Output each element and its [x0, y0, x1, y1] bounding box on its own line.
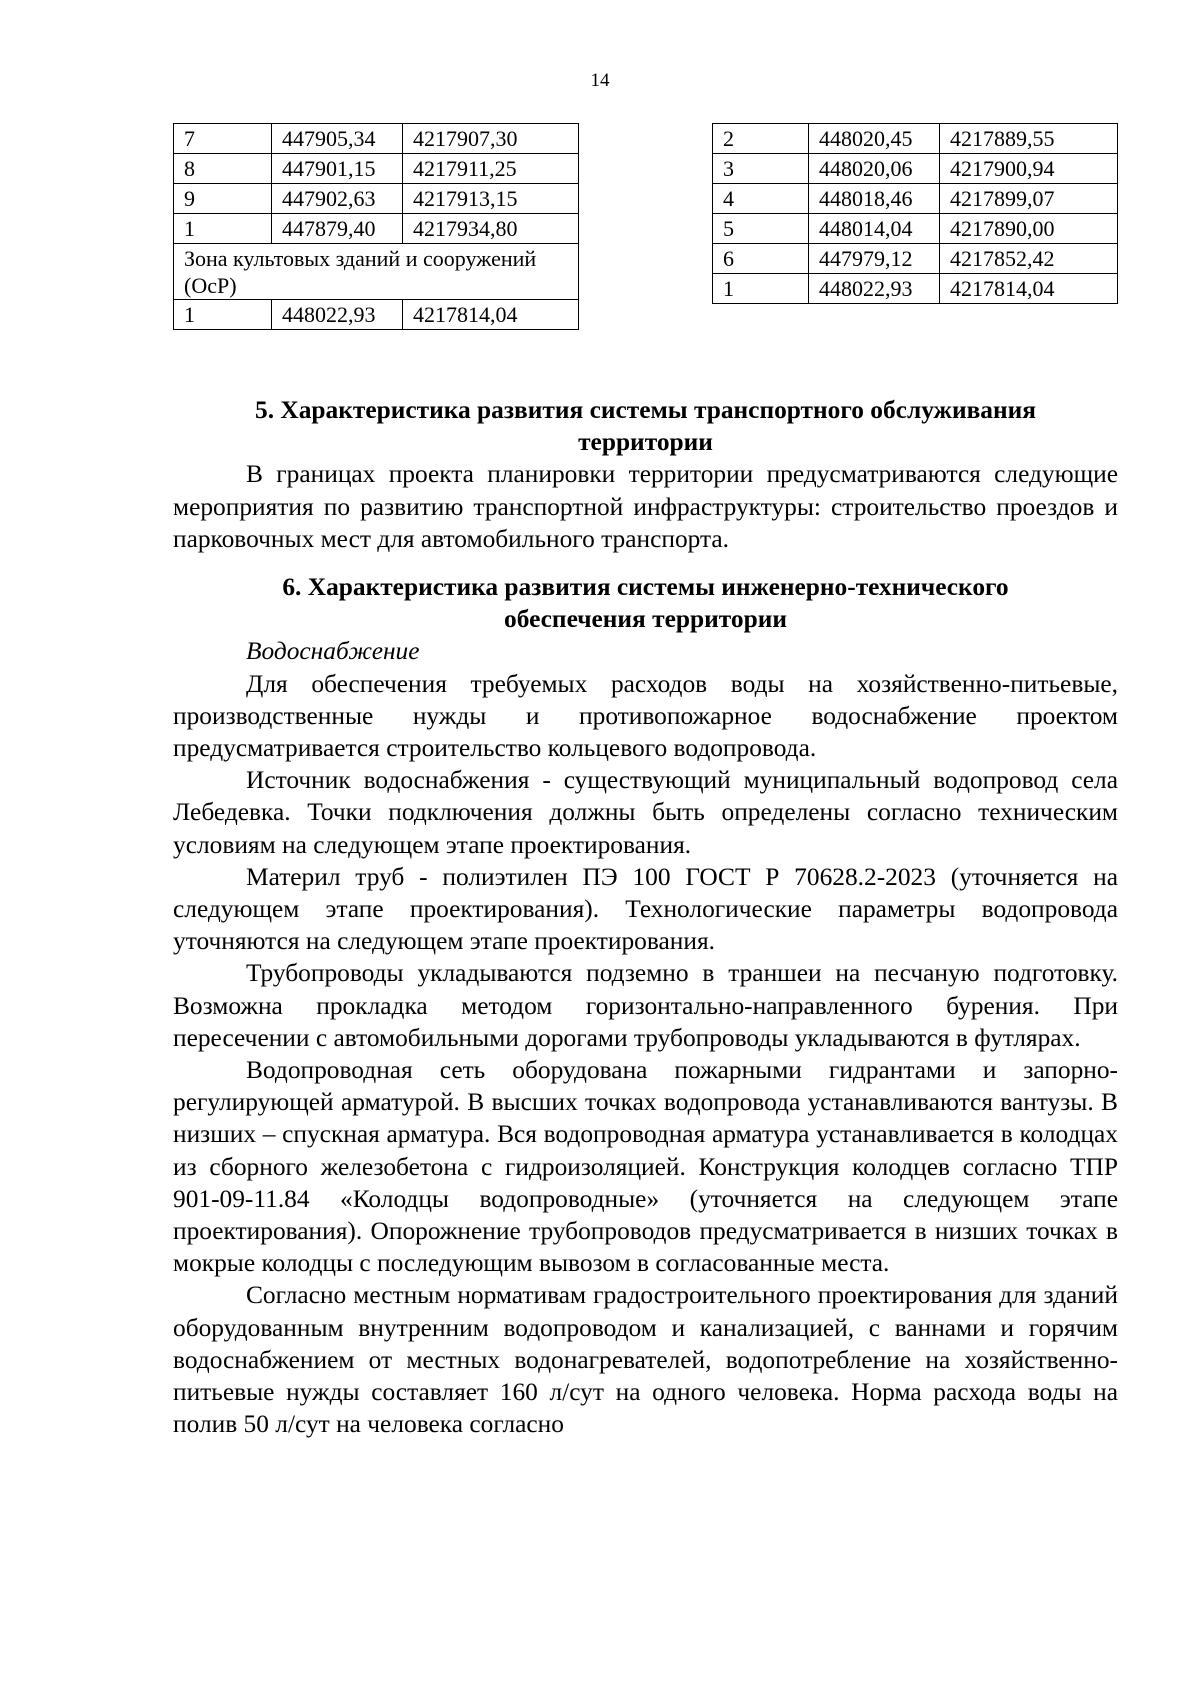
table-row: [713, 184, 1118, 214]
coord-y: 4217814,04: [403, 300, 579, 330]
coord-y: 4217907,30: [403, 124, 579, 154]
table-row: [174, 214, 579, 244]
point-number: 1: [174, 300, 272, 330]
coord-x: 447901,15: [272, 154, 403, 184]
section-6-heading: [173, 571, 1118, 635]
section-6-paragraph: Материл труб - полиэтилен ПЭ 100 ГОСТ Р 70628.2-2023 (уточняется на следующем этапе проектирования). Технологические параметры водопровода уточняются на следующем этапе проектирования.: [173, 862, 1118, 956]
coord-y: 4217814,04: [940, 274, 1118, 304]
coord-x: 448020,45: [809, 124, 940, 154]
table-row: [713, 154, 1118, 184]
coord-y: 4217890,00: [940, 214, 1118, 244]
point-number: 3: [713, 154, 809, 184]
point-number: 9: [174, 184, 272, 214]
zone-label-row: [174, 244, 579, 300]
coord-x: 448018,46: [809, 184, 940, 214]
coord-x: 447979,12: [809, 244, 940, 274]
section-5-heading-line1: 5. Характеристика развития системы транспортного обслуживания: [255, 396, 1036, 424]
section-5-paragraph: В границах проекта планировки территории предусматриваются следующие мероприятия по развитию транспортной инфраструктуры: строительство проездов и парковочных мест для автомобильного транспорта.: [173, 460, 1118, 553]
coord-x: 448020,06: [809, 154, 940, 184]
section-6-paragraph: Трубопроводы укладываются подземно в траншеи на песчаную подготовку. Возможна прокладка методом горизонтально-направленного бурения. При пересечении с автомобильными дорогами трубопроводы укладываются в футлярах.: [173, 959, 1118, 1052]
point-number: 1: [174, 214, 272, 244]
coord-x: 448014,04: [809, 214, 940, 244]
point-number: 7: [174, 124, 272, 154]
document-body: [173, 394, 1118, 1441]
point-number: 5: [713, 214, 809, 244]
section-5-heading-line2: территории: [578, 428, 713, 457]
point-number: 8: [174, 154, 272, 184]
coord-x: 447905,34: [272, 124, 403, 154]
coord-x: 448022,93: [272, 300, 403, 330]
coord-y: 4217900,94: [940, 154, 1118, 184]
section-6-paragraph: Согласно местным нормативам градостроительного проектирования для зданий оборудованным внутренним водопроводом и канализацией, с ваннами и горячим водоснабжением от местных водонагревателей, водопотребление на хозяйственно-питьевые нужды составляет 160 л/сут на одного человека. Норма расхода воды на полив 50 л/сут на человека согласно: [173, 1281, 1118, 1439]
point-number: 6: [713, 244, 809, 274]
coord-x: 447902,63: [272, 184, 403, 214]
water-supply-subheading: Водоснабжение: [246, 637, 420, 666]
point-number: 2: [713, 124, 809, 154]
point-number: 4: [713, 184, 809, 214]
coord-x: 447879,40: [272, 214, 403, 244]
coord-y: 4217934,80: [403, 214, 579, 244]
coord-y: 4217913,15: [403, 184, 579, 214]
coordinates-table-right: [712, 123, 1118, 304]
coord-y: 4217899,07: [940, 184, 1118, 214]
coord-y: 4217911,25: [403, 154, 579, 184]
coord-y: 4217852,42: [940, 244, 1118, 274]
coordinates-table-left: [173, 123, 579, 330]
table-row: [174, 154, 579, 184]
table-row: [713, 124, 1118, 154]
table-row: [174, 124, 579, 154]
section-6-paragraph: Водопроводная сеть оборудована пожарными гидрантами и запорно-регулирующей арматурой. В высших точках водопровода устанавливаются вантузы. В низших – спускная арматура. Вся водопроводная арматура устанавливается в колодцах из сборного железобетона с гидроизоляцией. Конструкция колодцев согласно ТПР 901-09-11.84 «Колодцы водопроводные» (уточняется на следующем этапе проектирования). Опорожнение трубопроводов предусматривается в низших точках в мокрые колодцы с последующим вывозом в согласованные места.: [173, 1056, 1118, 1278]
table-row: [174, 300, 579, 330]
section-6-paragraph: Источник водоснабжения - существующий муниципальный водопровод села Лебедевка. Точки подключения должны быть определены согласно техническим условиям на следующем этапе проектирования.: [173, 766, 1118, 859]
coord-x: 448022,93: [809, 274, 940, 304]
section-6-heading-line2: обеспечения территории: [504, 605, 787, 634]
section-6-paragraph: Для обеспечения требуемых расходов воды на хозяйственно-питьевые, производственные нужды и противопожарное водоснабжение проектом предусматривается строительство кольцевого водопровода.: [173, 669, 1118, 763]
table-row: [174, 184, 579, 214]
table-row: [713, 274, 1118, 304]
table-row: [713, 244, 1118, 274]
point-number: 1: [713, 274, 809, 304]
table-row: [713, 214, 1118, 244]
coord-y: 4217889,55: [940, 124, 1118, 154]
section-5-heading: [173, 394, 1118, 458]
zone-label: Зона культовых зданий и сооружений (ОсР): [174, 244, 579, 300]
page-number: 14: [590, 70, 610, 91]
section-6-heading-line1: 6. Характеристика развития системы инженерно-технического: [282, 573, 1009, 602]
